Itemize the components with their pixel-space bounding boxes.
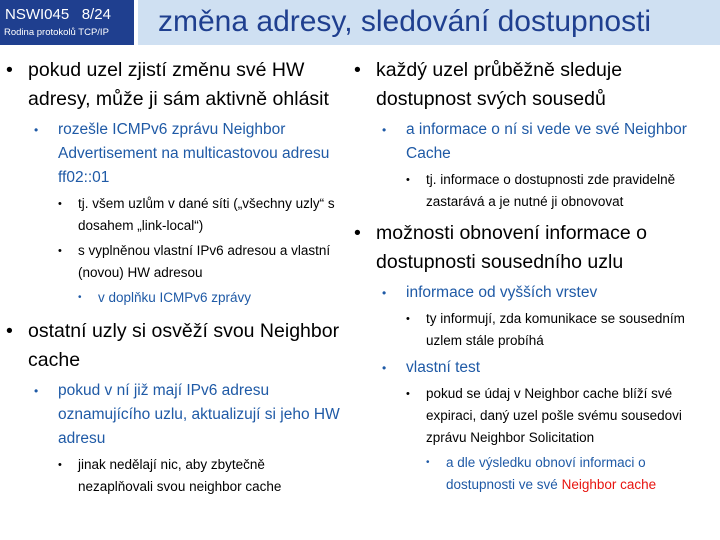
bullet-icon: • bbox=[354, 59, 361, 81]
left-bullet-2-1 bbox=[6, 379, 342, 451]
right-bullet-2-2-1-1 bbox=[354, 452, 718, 496]
right-bullet-2-2-1-text: pokud se údaj v Neighbor cache blíží své expiraci, daný uzel pošle svému sousedovi zprávu Neighbor Solicitation bbox=[426, 386, 682, 445]
bullet-icon: • bbox=[406, 388, 410, 400]
slide-title: změna adresy, sledování dostupnosti bbox=[158, 5, 652, 38]
right-bullet-1-text: každý uzel průběžně sleduje dostupnost svých sousedů bbox=[376, 59, 623, 110]
bullet-icon: • bbox=[382, 286, 387, 300]
right-bullet-1-1-text: a informace o ní si vede ve své Neighbor Cache bbox=[406, 121, 687, 162]
right-bullet-2-1-1 bbox=[354, 308, 718, 352]
bullet-icon: • bbox=[58, 459, 62, 471]
bullet-icon: • bbox=[382, 361, 387, 375]
right-bullet-2-1 bbox=[354, 281, 718, 305]
right-bullet-2-2 bbox=[354, 356, 718, 380]
bullet-icon: • bbox=[6, 320, 13, 342]
right-bullet-1-1-1 bbox=[354, 169, 718, 213]
left-bullet-1-1-2-1 bbox=[6, 287, 342, 309]
left-bullet-2-1-1-text: jinak nedělají nic, aby zbytečně nezaplňovali svou neighbor cache bbox=[78, 457, 282, 494]
right-bullet-2 bbox=[354, 219, 718, 277]
left-bullet-2 bbox=[6, 317, 342, 375]
left-bullet-1 bbox=[6, 56, 342, 114]
course-code-and-page bbox=[5, 6, 111, 24]
left-bullet-1-1-2 bbox=[6, 240, 342, 284]
bullet-icon: • bbox=[58, 198, 62, 210]
bullet-icon: • bbox=[78, 292, 82, 303]
title-bar bbox=[138, 0, 720, 45]
right-bullet-2-1-1-text: ty informují, zda komunikace se sousedním uzlem stále probíhá bbox=[426, 311, 685, 348]
right-bullet-2-1-text: informace od vyšších vrstev bbox=[406, 284, 598, 301]
left-bullet-1-1-1 bbox=[6, 193, 342, 237]
left-bullet-2-1-text: pokud v ní již mají IPv6 adresu oznamujícího uzlu, aktualizují si jeho HW adresu bbox=[58, 382, 340, 447]
page-number: 8/24 bbox=[81, 6, 111, 23]
course-label-box bbox=[0, 0, 134, 45]
bullet-icon: • bbox=[406, 174, 410, 186]
neighbor-cache-highlight: Neighbor cache bbox=[561, 477, 657, 492]
bullet-icon: • bbox=[58, 245, 62, 257]
right-bullet-2-text: možnosti obnovení informace o dostupnosti sousedního uzlu bbox=[376, 222, 647, 273]
bullet-icon: • bbox=[34, 384, 39, 398]
bullet-icon: • bbox=[406, 313, 410, 325]
bullet-icon: • bbox=[6, 59, 13, 81]
right-column bbox=[354, 56, 718, 496]
right-bullet-1 bbox=[354, 56, 718, 114]
left-bullet-1-1-1-text: tj. všem uzlům v dané síti („všechny uzly“ s dosahem „link-local“) bbox=[78, 196, 335, 233]
bullet-icon: • bbox=[354, 222, 361, 244]
right-bullet-2-2-1-1-text: a dle výsledku obnoví informaci o dostupnosti ve své bbox=[446, 455, 646, 492]
course-code: NSWI045 bbox=[5, 6, 70, 23]
right-bullet-1-1 bbox=[354, 118, 718, 166]
right-bullet-2-2-1 bbox=[354, 383, 718, 449]
bullet-icon: • bbox=[34, 123, 39, 137]
left-bullet-1-1-2-1-text: v doplňku ICMPv6 zprávy bbox=[98, 290, 252, 305]
left-bullet-1-1 bbox=[6, 118, 342, 190]
course-name: Rodina protokolů TCP/IP bbox=[4, 27, 109, 38]
bullet-icon: • bbox=[426, 457, 430, 468]
left-bullet-2-1-1 bbox=[6, 454, 342, 498]
left-bullet-2-text: ostatní uzly si osvěží svou Neighbor cache bbox=[28, 320, 340, 371]
right-bullet-2-2-text: vlastní test bbox=[406, 359, 481, 376]
bullet-icon: • bbox=[382, 123, 387, 137]
left-bullet-1-1-2-text: s vyplněnou vlastní IPv6 adresou a vlastní (novou) HW adresou bbox=[78, 243, 331, 280]
left-column bbox=[6, 56, 342, 498]
left-bullet-1-text: pokud uzel zjistí změnu své HW adresy, může ji sám aktivně ohlásit bbox=[28, 59, 329, 110]
left-bullet-1-1-text: rozešle ICMPv6 zprávu Neighbor Advertisement na multicastovou adresu ff02::01 bbox=[58, 121, 330, 186]
right-bullet-1-1-1-text: tj. informace o dostupnosti zde pravidelně zastarává a je nutné ji obnovovat bbox=[426, 172, 676, 209]
